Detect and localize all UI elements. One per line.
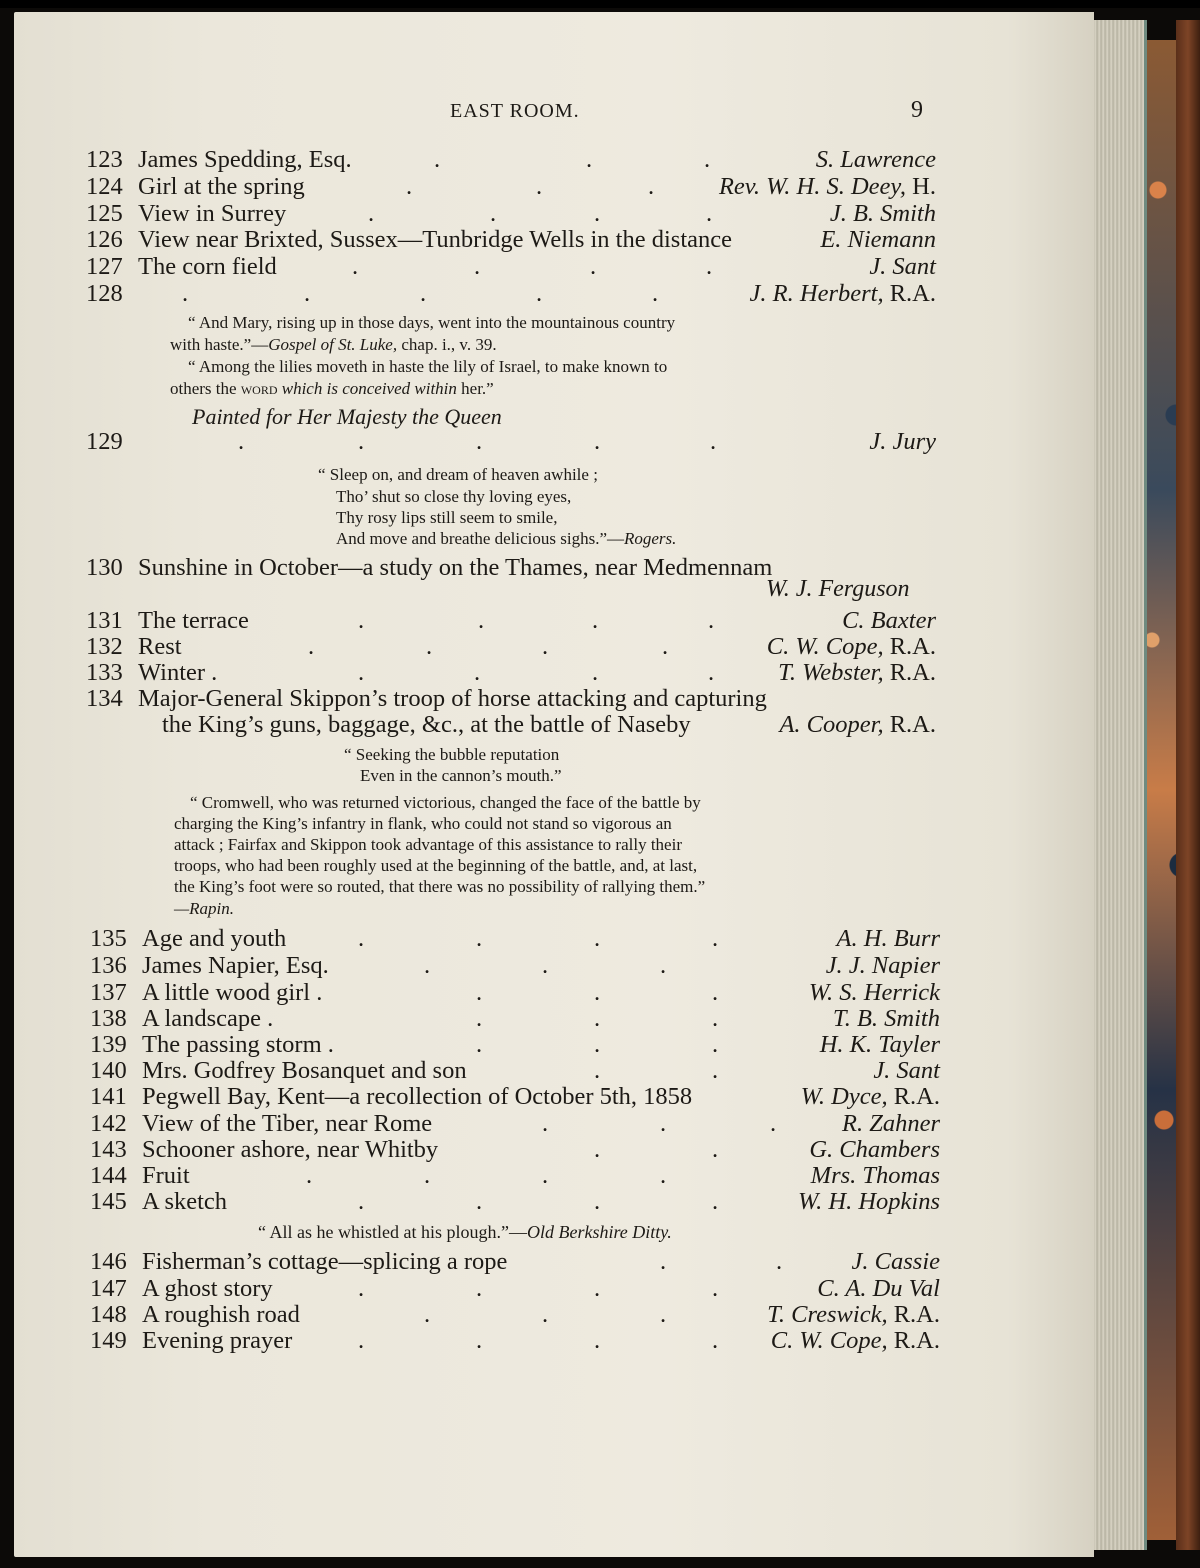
entry-title: The corn field [138,253,277,280]
verse-line: And move and breathe delicious sighs.”—Rogers. [336,529,677,548]
entry-number: 142 [90,1110,127,1137]
scan-top-edge [0,0,1200,8]
entry-title: Winter . [138,659,218,686]
entry-title: James Spedding, Esq. [138,146,352,173]
entry-artist: A. Cooper, R.A. [779,711,936,738]
catalogue-entry: 143 Schooner ashore, near Whitby . . G. Chambers [90,1136,940,1163]
quotation-line: “ Among the lilies moveth in haste the lily of Israel, to make known to [188,357,668,376]
entry-artist: C. Baxter [842,607,936,634]
quotation-line: charging the King’s infantry in flank, who could not stand so vigorous an [174,814,672,833]
entry-artist: G. Chambers [809,1136,940,1163]
catalogue-entry: 123 James Spedding, Esq. . . . S. Lawrence [86,146,936,173]
verse-line: Even in the cannon’s mouth.” [360,766,562,785]
entry-number: 131 [86,607,123,634]
entry-artist: T. B. Smith [832,1005,940,1032]
entry-title: Age and youth [142,925,287,952]
entry-artist: R. Zahner [842,1110,940,1137]
catalogue-entry: 125 View in Surrey . . . . J. B. Smith [86,200,936,227]
entry-artist: W. J. Ferguson [766,576,910,602]
catalogue-entry: 146 Fisherman’s cottage—splicing a rope . . J. Cassie [90,1248,940,1275]
entry-number: 136 [90,952,127,979]
entry-number: 124 [86,173,123,200]
entry-number: 148 [90,1301,127,1328]
entry-artist: J. R. Herbert, R.A. [749,280,936,307]
entry-artist: E. Niemann [820,226,936,253]
quotation-line: “ And Mary, rising up in those days, went into the mountainous country [188,313,676,332]
catalogue-entry-continued [86,711,936,738]
catalogue-entry: 139 The passing storm . . . . H. K. Tayler [90,1031,940,1058]
entry-title: Pegwell Bay, Kent—a recollection of October 5th, 1858 [142,1083,693,1110]
catalogue-entry: 149 Evening prayer . . . . C. W. Cope, R.A. [90,1327,940,1354]
entry-number: 146 [90,1248,127,1275]
catalogue-page [14,12,1094,1557]
catalogue-entry: 140 Mrs. Godfrey Bosanquet and son . . J. Sant [90,1057,940,1084]
entry-title: Mrs. Godfrey Bosanquet and son [142,1057,467,1084]
quotation-line: the King’s foot were so routed, that there was no possibility of rallying them.” [174,877,706,896]
entry-artist: J. Sant [869,253,936,280]
entry-artist: W. S. Herrick [808,979,940,1006]
entry-artist: T. Webster, R.A. [778,659,936,686]
entry-artist: Mrs. Thomas [810,1162,940,1189]
catalogue-entry: 137 A little wood girl . . . . W. S. Herrick [90,979,940,1006]
verse-line: Tho’ shut so close thy loving eyes, [336,487,572,506]
entry-number: 140 [90,1057,127,1084]
entry-title: Fruit [142,1162,190,1189]
entry-number: 134 [86,685,123,712]
entry-title: A sketch [142,1188,228,1215]
catalogue-entry: 147 A ghost story . . . . C. A. Du Val [90,1275,940,1302]
entry-number: 139 [90,1031,127,1058]
entry-title: A ghost story [142,1275,273,1302]
entry-title: A little wood girl . [142,979,323,1006]
entry-title: View of the Tiber, near Rome [142,1110,433,1137]
entry-artist: C. W. Cope, R.A. [770,1327,940,1354]
entry-artist: J. Sant [873,1057,940,1084]
catalogue-entry: 132 Rest . . . . C. W. Cope, R.A. [86,633,936,660]
catalogue-entry: 135 Age and youth . . . . A. H. Burr [90,925,940,952]
catalogue-entry: 127 The corn field . . . . J. Sant [86,253,936,280]
catalogue-entry: 136 James Napier, Esq. . . . J. J. Napier [90,952,940,979]
verse-line: Thy rosy lips still seem to smile, [336,508,558,527]
catalogue-entry: 133 Winter . . . . . T. Webster, R.A. [86,659,936,686]
entry-artist: W. Dyce, R.A. [800,1083,940,1110]
quotation-line: with haste.”—Gospel of St. Luke, chap. i., v. 39. [170,335,497,354]
entry-artist: Rev. W. H. S. Deey, H. [718,173,936,200]
catalogue-entry [86,226,936,253]
entry-artist: J. Jury [869,428,936,455]
entry-number: 132 [86,633,123,660]
entry-number: 123 [86,146,123,173]
entry-title: A landscape . [142,1005,274,1032]
entry-artist: J. J. Napier [825,952,940,979]
entry-number: 141 [90,1083,127,1110]
catalogue-entry: 145 A sketch . . . . W. H. Hopkins [90,1188,940,1215]
entry-artist: S. Lawrence [815,146,936,173]
entry-number: 145 [90,1188,127,1215]
catalogue-entry: 144 Fruit . . . . Mrs. Thomas [90,1162,940,1189]
entry-artist: C. A. Du Val [817,1275,940,1302]
catalogue-entry: 128 . . . . . J. R. Herbert, R.A. [86,280,936,307]
entry-artist: J. Cassie [851,1248,940,1275]
entry-title: Girl at the spring [138,173,305,200]
catalogue-entry [86,685,936,712]
entry-number: 135 [90,925,127,952]
entry-title: Major-General Skippon’s troop of horse attacking and capturing [138,685,767,712]
book-spine [1176,20,1200,1550]
entry-title: View in Surrey [138,200,287,227]
entry-title: Fisherman’s cottage—splicing a rope [142,1248,508,1275]
page-number: 9 [911,97,923,123]
entry-number: 144 [90,1162,127,1189]
quotation-line: troops, who had been roughly used at the beginning of the battle, and, at last, [174,856,698,875]
entry-artist: J. B. Smith [829,200,936,227]
painted-for-note: Painted for Her Majesty the Queen [192,404,502,429]
entry-artist: A. H. Burr [836,925,940,952]
entry-number: 137 [90,979,127,1006]
entry-title: Schooner ashore, near Whitby [142,1136,439,1163]
catalogue-entry: 148 A roughish road . . . T. Creswick, R.A. [90,1301,940,1328]
catalogue-entry [90,1083,940,1110]
catalogue-entry: 129 . . . . . J. Jury [86,428,936,455]
entry-title: The passing storm . [142,1031,334,1058]
quotation-line: “ Cromwell, who was returned victorious, changed the face of the battle by [190,793,701,812]
entry-number: 128 [86,280,123,307]
page-header: EAST ROOM. [450,100,580,122]
entry-title: Rest [138,633,182,660]
entry-artist: C. W. Cope, R.A. [766,633,936,660]
catalogue-entry: 142 View of the Tiber, near Rome . . . R. Zahner [90,1110,940,1137]
entry-title: Evening prayer [142,1327,293,1354]
entry-number: 125 [86,200,123,227]
catalogue-entry: 124 Girl at the spring . . . Rev. W. H. S. Deey, H. [86,173,936,200]
entry-number: 127 [86,253,123,280]
entry-title: the King’s guns, baggage, &c., at the battle of Naseby [162,711,691,738]
entry-artist: T. Creswick, R.A. [767,1301,940,1328]
entry-number: 143 [90,1136,127,1163]
quotation-line: “ All as he whistled at his plough.”—Old Berkshire Ditty. [258,1222,672,1242]
quotation-source: —Rapin. [174,899,234,918]
entry-number: 130 [86,554,123,581]
entry-artist: H. K. Tayler [819,1031,940,1058]
entry-number: 133 [86,659,123,686]
catalogue-entry: 138 A landscape . . . . T. B. Smith [90,1005,940,1032]
entry-title: Sunshine in October—a study on the Thames, near Medmennam [138,554,773,581]
entry-title: View near Brixted, Sussex—Tunbridge Wells in the distance [138,226,733,253]
entry-title: A roughish road [142,1301,300,1328]
entry-artist: W. H. Hopkins [797,1188,940,1215]
verse-line: “ Sleep on, and dream of heaven awhile ; [318,465,598,484]
quotation-line: attack ; Fairfax and Skippon took advantage of this assistance to rally their [174,835,682,854]
quotation-line: others the word which is conceived within her.” [170,379,494,398]
entry-number: 138 [90,1005,127,1032]
entry-number: 149 [90,1327,127,1354]
entry-title: James Napier, Esq. [142,952,329,979]
entry-title: The terrace [138,607,249,634]
catalogue-entry: 131 The terrace . . . . C. Baxter [86,607,936,634]
entry-number: 129 [86,428,123,455]
verse-line: “ Seeking the bubble reputation [344,745,560,764]
entry-number: 147 [90,1275,127,1302]
entry-number: 126 [86,226,123,253]
